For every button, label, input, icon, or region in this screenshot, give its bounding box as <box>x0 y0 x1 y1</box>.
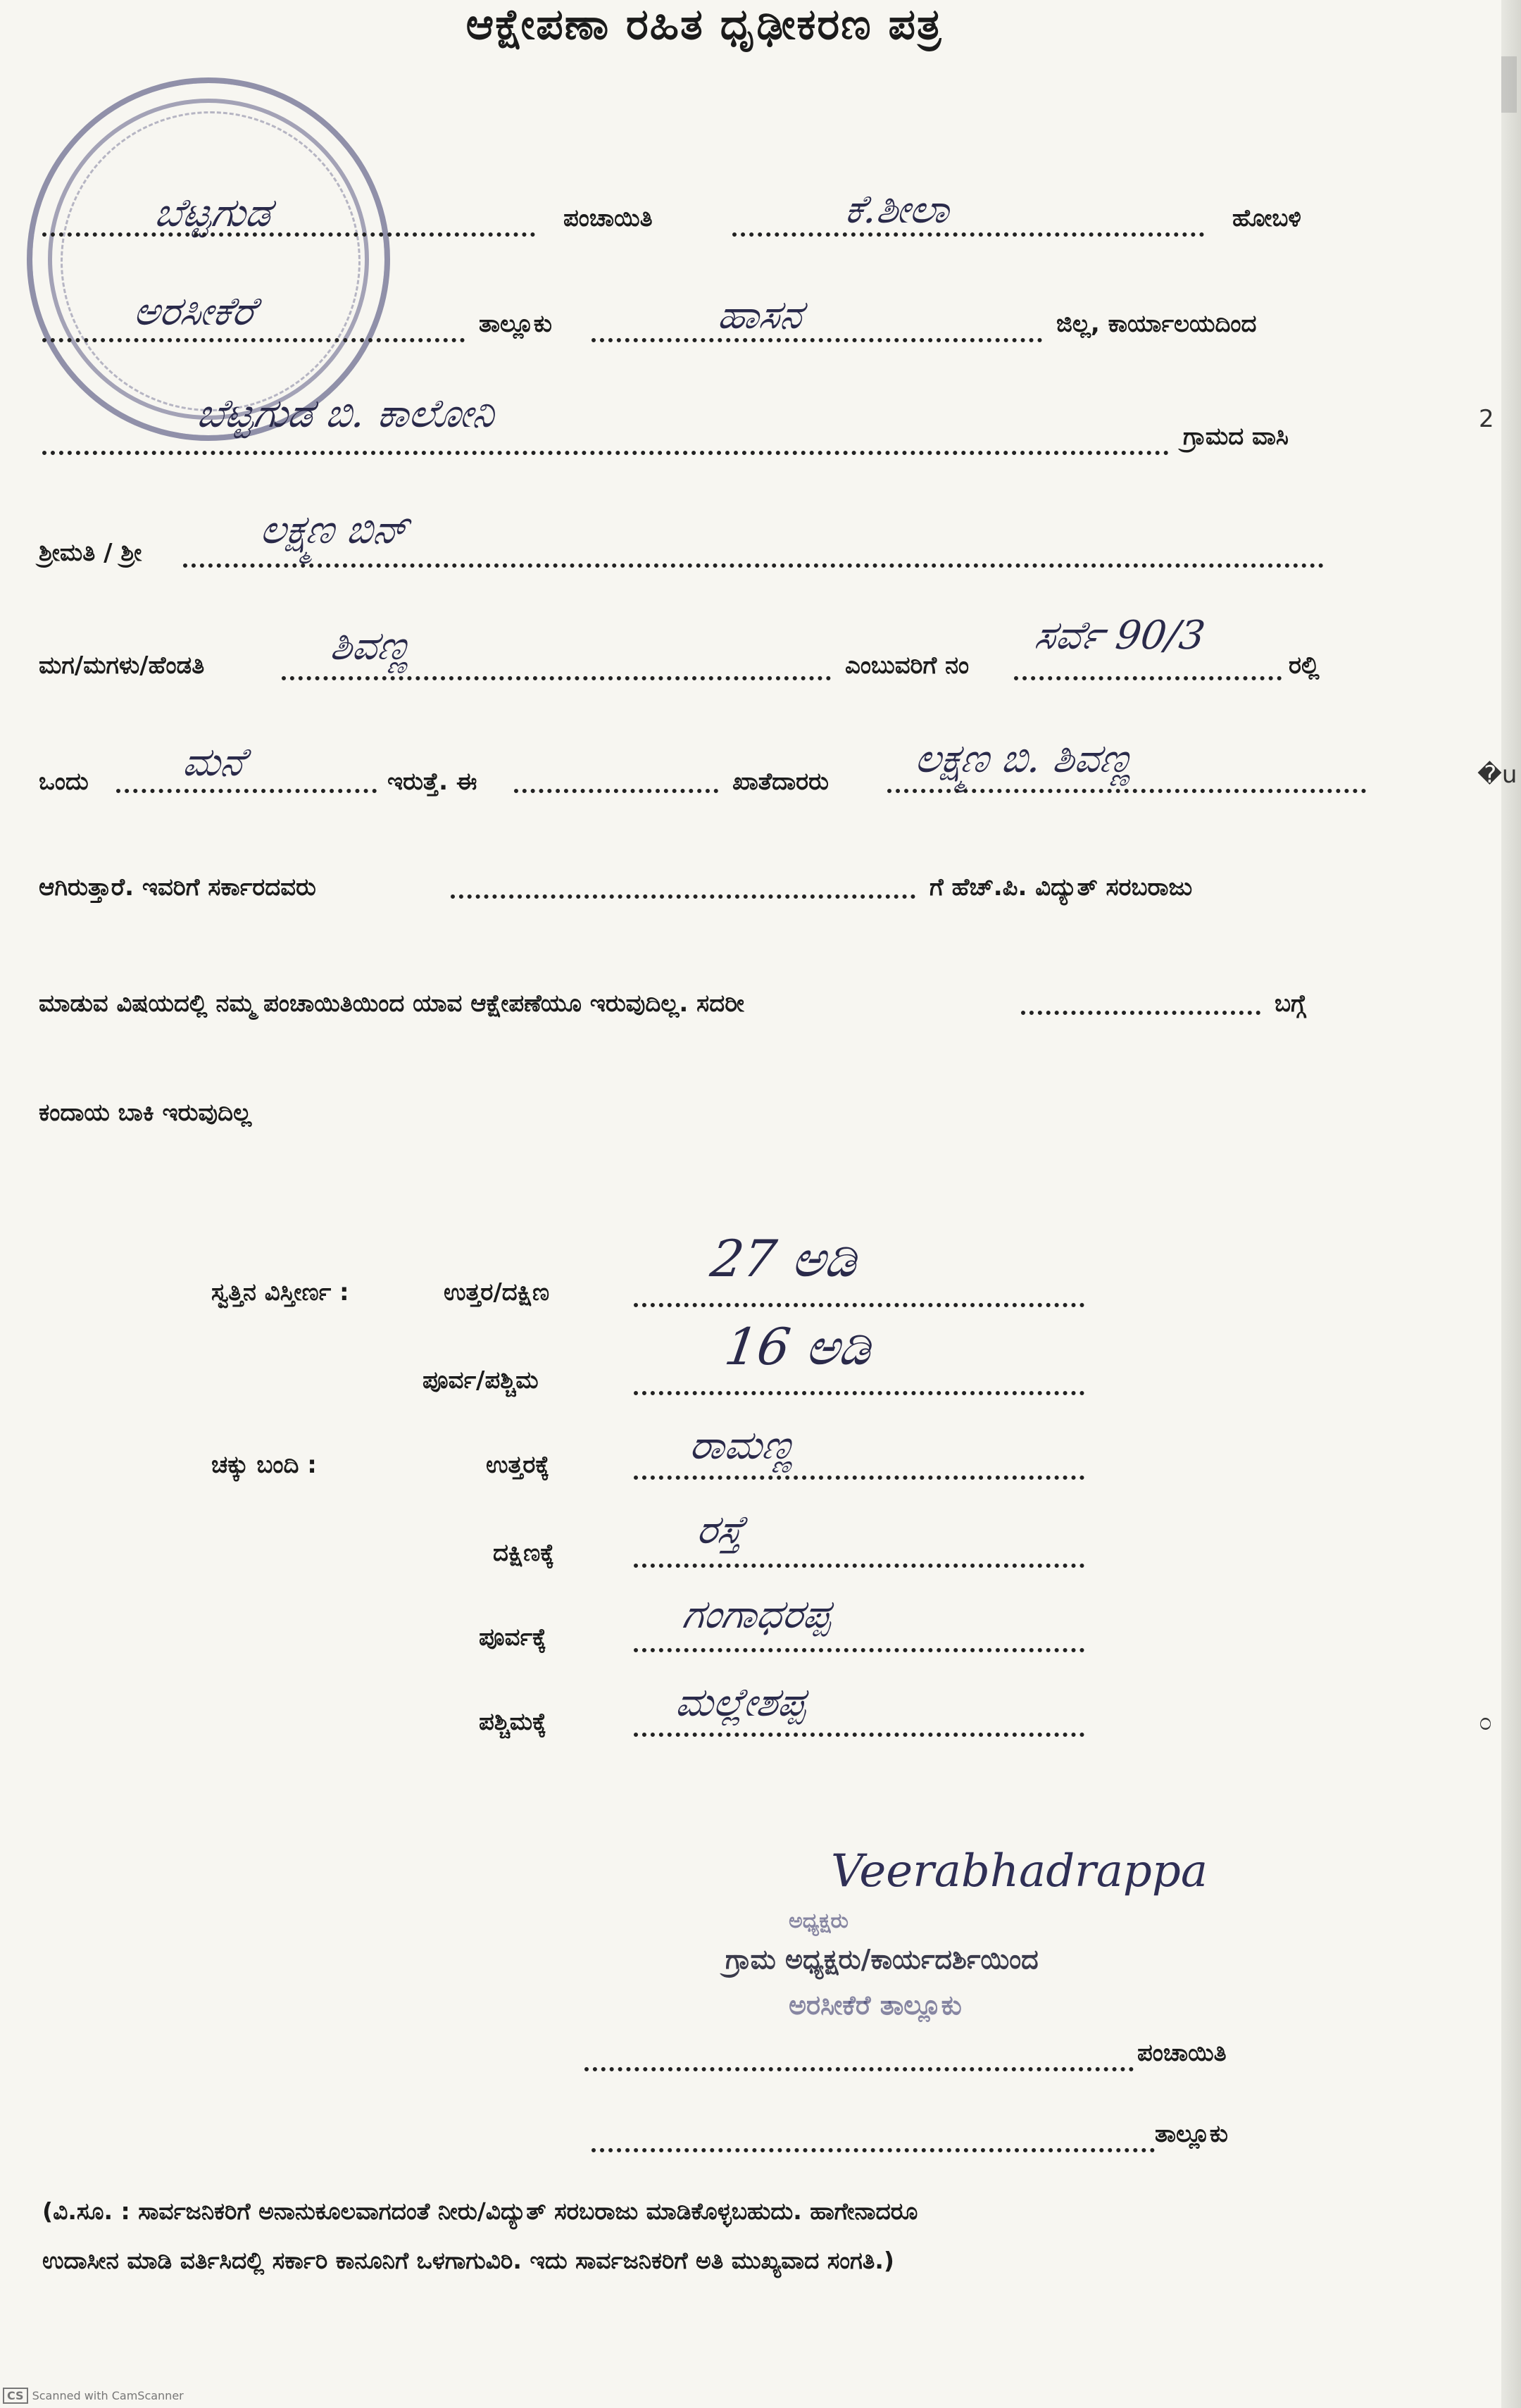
stamp-chairman: ಅಧ್ಯಕ್ಷರು <box>789 1909 849 1933</box>
dotted-line <box>592 338 1042 342</box>
handwritten-ew-length: 16 ಅಡಿ <box>721 1317 876 1376</box>
margin-mark: 2 <box>1479 405 1494 433</box>
dotted-line <box>1014 676 1282 680</box>
label-village-resident: ಗ್ರಾಮದ ವಾಸಿ <box>1183 423 1289 451</box>
handwritten-father-name: ಶಿವಣ್ಣ <box>327 623 415 669</box>
margin-mark: ೦ <box>1479 1708 1493 1736</box>
stamp-designation: ಗ್ರಾಮ ಅಧ್ಯಕ್ಷರು/ಕಾರ್ಯದರ್ಶಿಯಿಂದ <box>725 1944 1039 1975</box>
label-one: ಒಂದು <box>39 768 89 796</box>
document-title: ಆಕ್ಷೇಪಣಾ ರಹಿತ ಧೃಢೀಕರಣ ಪತ್ರ <box>465 0 943 49</box>
camscanner-logo-icon: CS <box>3 2388 28 2404</box>
label-shrimati-shri: ಶ್ರೀಮತಿ / ಶ್ರೀ <box>39 539 142 567</box>
label-north: ಉತ್ತರಕ್ಕೆ <box>486 1451 550 1479</box>
label-hp-supply: ಗೆ ಹೆಚ್.ಪಿ. ವಿದ್ಯುತ್ ಸರಬರಾಜು <box>930 873 1193 902</box>
handwritten-name: ಲಕ್ಷ್ಮಣ ಬಿನ್ <box>257 507 412 553</box>
circular-seal <box>27 77 390 441</box>
dotted-line <box>514 789 718 793</box>
stamp-taluk: ಅರಸೀಕೆರೆ ತಾಲ್ಲೂಕು <box>789 1990 962 2021</box>
dotted-line <box>42 232 535 237</box>
dotted-line <box>634 1476 1084 1480</box>
label-exists: ಇರುತ್ತೆ. ಈ <box>387 768 477 796</box>
label-govt-statement: ಆಗಿರುತ್ತಾರೆ. ಇವರಿಗೆ ಸರ್ಕಾರದವರು <box>39 873 316 902</box>
handwritten-survey-number: ಸರ್ವೆ 90/3 <box>1032 613 1208 659</box>
scanner-watermark-text: Scanned with CamScanner <box>32 2389 184 2402</box>
scanner-watermark <box>3 2388 184 2404</box>
dotted-line <box>634 1391 1084 1395</box>
dotted-line <box>592 2148 1155 2152</box>
dotted-line <box>116 789 377 793</box>
handwritten-taluk: ಅರಸೀಕೆರೆ <box>130 289 258 335</box>
margin-mark: �u <box>1477 761 1517 789</box>
label-district: ಜಿಲ್ಲ, ಕಾರ್ಯಾಲಯದಿಂದ <box>1056 310 1257 338</box>
label-in: ರಲ್ಲಿ <box>1289 651 1320 680</box>
handwritten-khatedar-name: ಲಕ್ಷ್ಮಣ ಬಿ. ಶಿವಣ್ಣ <box>912 736 1137 782</box>
scan-blot <box>1501 56 1517 113</box>
label-son-daughter-wife: ಮಗ/ಮಗಳು/ಹೆಂಡತಿ <box>39 651 205 680</box>
label-number: ಎಂಬುವರಿಗೆ ನಂ <box>845 651 970 680</box>
dotted-line <box>42 451 1169 455</box>
label-panchayat: ಪಂಚಾಯಿತಿ <box>563 204 653 232</box>
label-regarding: ಬಗ್ಗೆ <box>1275 990 1306 1018</box>
dotted-line <box>1021 1011 1260 1015</box>
label-no-tax-dues: ಕಂದಾಯ ಬಾಕಿ ಇರುವುದಿಲ್ಲ <box>39 1099 252 1127</box>
dotted-line <box>282 676 831 680</box>
dotted-line <box>634 1303 1084 1307</box>
label-taluk: ತಾಲ್ಲೂಕು <box>479 310 552 338</box>
dotted-line <box>42 338 465 342</box>
label-property-area: ಸ್ವತ್ತಿನ ವಿಸ್ತೀರ್ಣ : <box>211 1278 349 1306</box>
label-no-objection: ಮಾಡುವ ವಿಷಯದಲ್ಲಿ ನಮ್ಮ ಪಂಚಾಯಿತಿಯಿಂದ ಯಾವ ಆಕ್ಷೇಪಣೆಯೂ ಇರುವುದಿಲ್ಲ. ಸದರೀ <box>39 990 744 1018</box>
label-north-south: ಉತ್ತರ/ದಕ್ಷಿಣ <box>444 1278 550 1306</box>
note-line-2: ಉದಾಸೀನ ಮಾಡಿ ವರ್ತಿಸಿದಲ್ಲಿ ಸರ್ಕಾರಿ ಕಾನೂನಿಗೆ ಒಳಗಾಗುವಿರಿ. ಇದು ಸಾರ್ವಜನಿಕರಿಗೆ ಅತಿ ಮುಖ್ಯವಾದ ಸಂಗತಿ.) <box>42 2247 894 2274</box>
page-edge <box>1501 0 1521 2408</box>
label-south: ದಕ್ಷಿಣಕ್ಕೆ <box>493 1539 555 1567</box>
dotted-line <box>584 2067 1134 2071</box>
label-east: ಪೂರ್ವಕ್ಕೆ <box>479 1623 546 1652</box>
handwritten-west-neighbor: ಮಲ್ಲೇಶಪ್ಪ <box>672 1680 810 1726</box>
label-signature-panchayat: ಪಂಚಾಯಿತಿ <box>1137 2039 1227 2067</box>
handwritten-village: ಬೆಟ್ಟಗುಡ ಬಿ. ಕಾಲೋನಿ <box>194 391 499 437</box>
handwritten-panchayat: ಬೆಟ್ಟಗುಡ <box>151 190 275 236</box>
signature: Veerabhadrappa <box>831 1845 1208 1897</box>
label-khatedar: ಖಾತೆದಾರರು <box>732 768 829 796</box>
label-boundaries: ಚಕ್ಕು ಬಂದಿ : <box>211 1451 317 1479</box>
label-signature-taluk: ತಾಲ್ಲೂಕು <box>1155 2120 1228 2148</box>
dotted-line <box>634 1733 1084 1737</box>
handwritten-north-neighbor: ರಾಮಣ್ಣ <box>687 1423 799 1468</box>
label-east-west: ಪೂರ್ವ/ಪಶ್ಚಿಮ <box>423 1366 539 1395</box>
dotted-line <box>451 894 915 899</box>
seal-inner-ring <box>61 111 361 411</box>
label-hobli: ಹೋಬಳಿ <box>1232 204 1301 232</box>
note-line-1: (ವಿ.ಸೂ. : ಸಾರ್ವಜನಿಕರಿಗೆ ಅನಾನುಕೂಲವಾಗದಂತೆ ನೀರು/ವಿದ್ಯುತ್ ಸರಬರಾಜು ಮಾಡಿಕೊಳ್ಳಬಹುದು. ಹಾಗೇನಾದರೂ <box>42 2197 918 2225</box>
dotted-line <box>634 1648 1084 1652</box>
dotted-line <box>634 1564 1084 1568</box>
dotted-line <box>732 232 1204 237</box>
handwritten-district: ಹಾಸನ <box>715 292 806 338</box>
handwritten-house: ಮನೆ <box>180 740 248 785</box>
handwritten-south-neighbor: ರಸ್ತೆ <box>694 1507 748 1553</box>
dotted-line <box>183 563 1324 568</box>
handwritten-hobli: ಕೆ.ಶೀಲಾ <box>841 187 953 232</box>
handwritten-east-neighbor: ಗಂಗಾಧರಪ್ಪ <box>680 1592 835 1637</box>
label-west: ಪಶ್ಚಿಮಕ್ಕೆ <box>479 1708 547 1736</box>
handwritten-ns-length: 27 ಅಡಿ <box>707 1229 862 1288</box>
dotted-line <box>887 789 1366 793</box>
